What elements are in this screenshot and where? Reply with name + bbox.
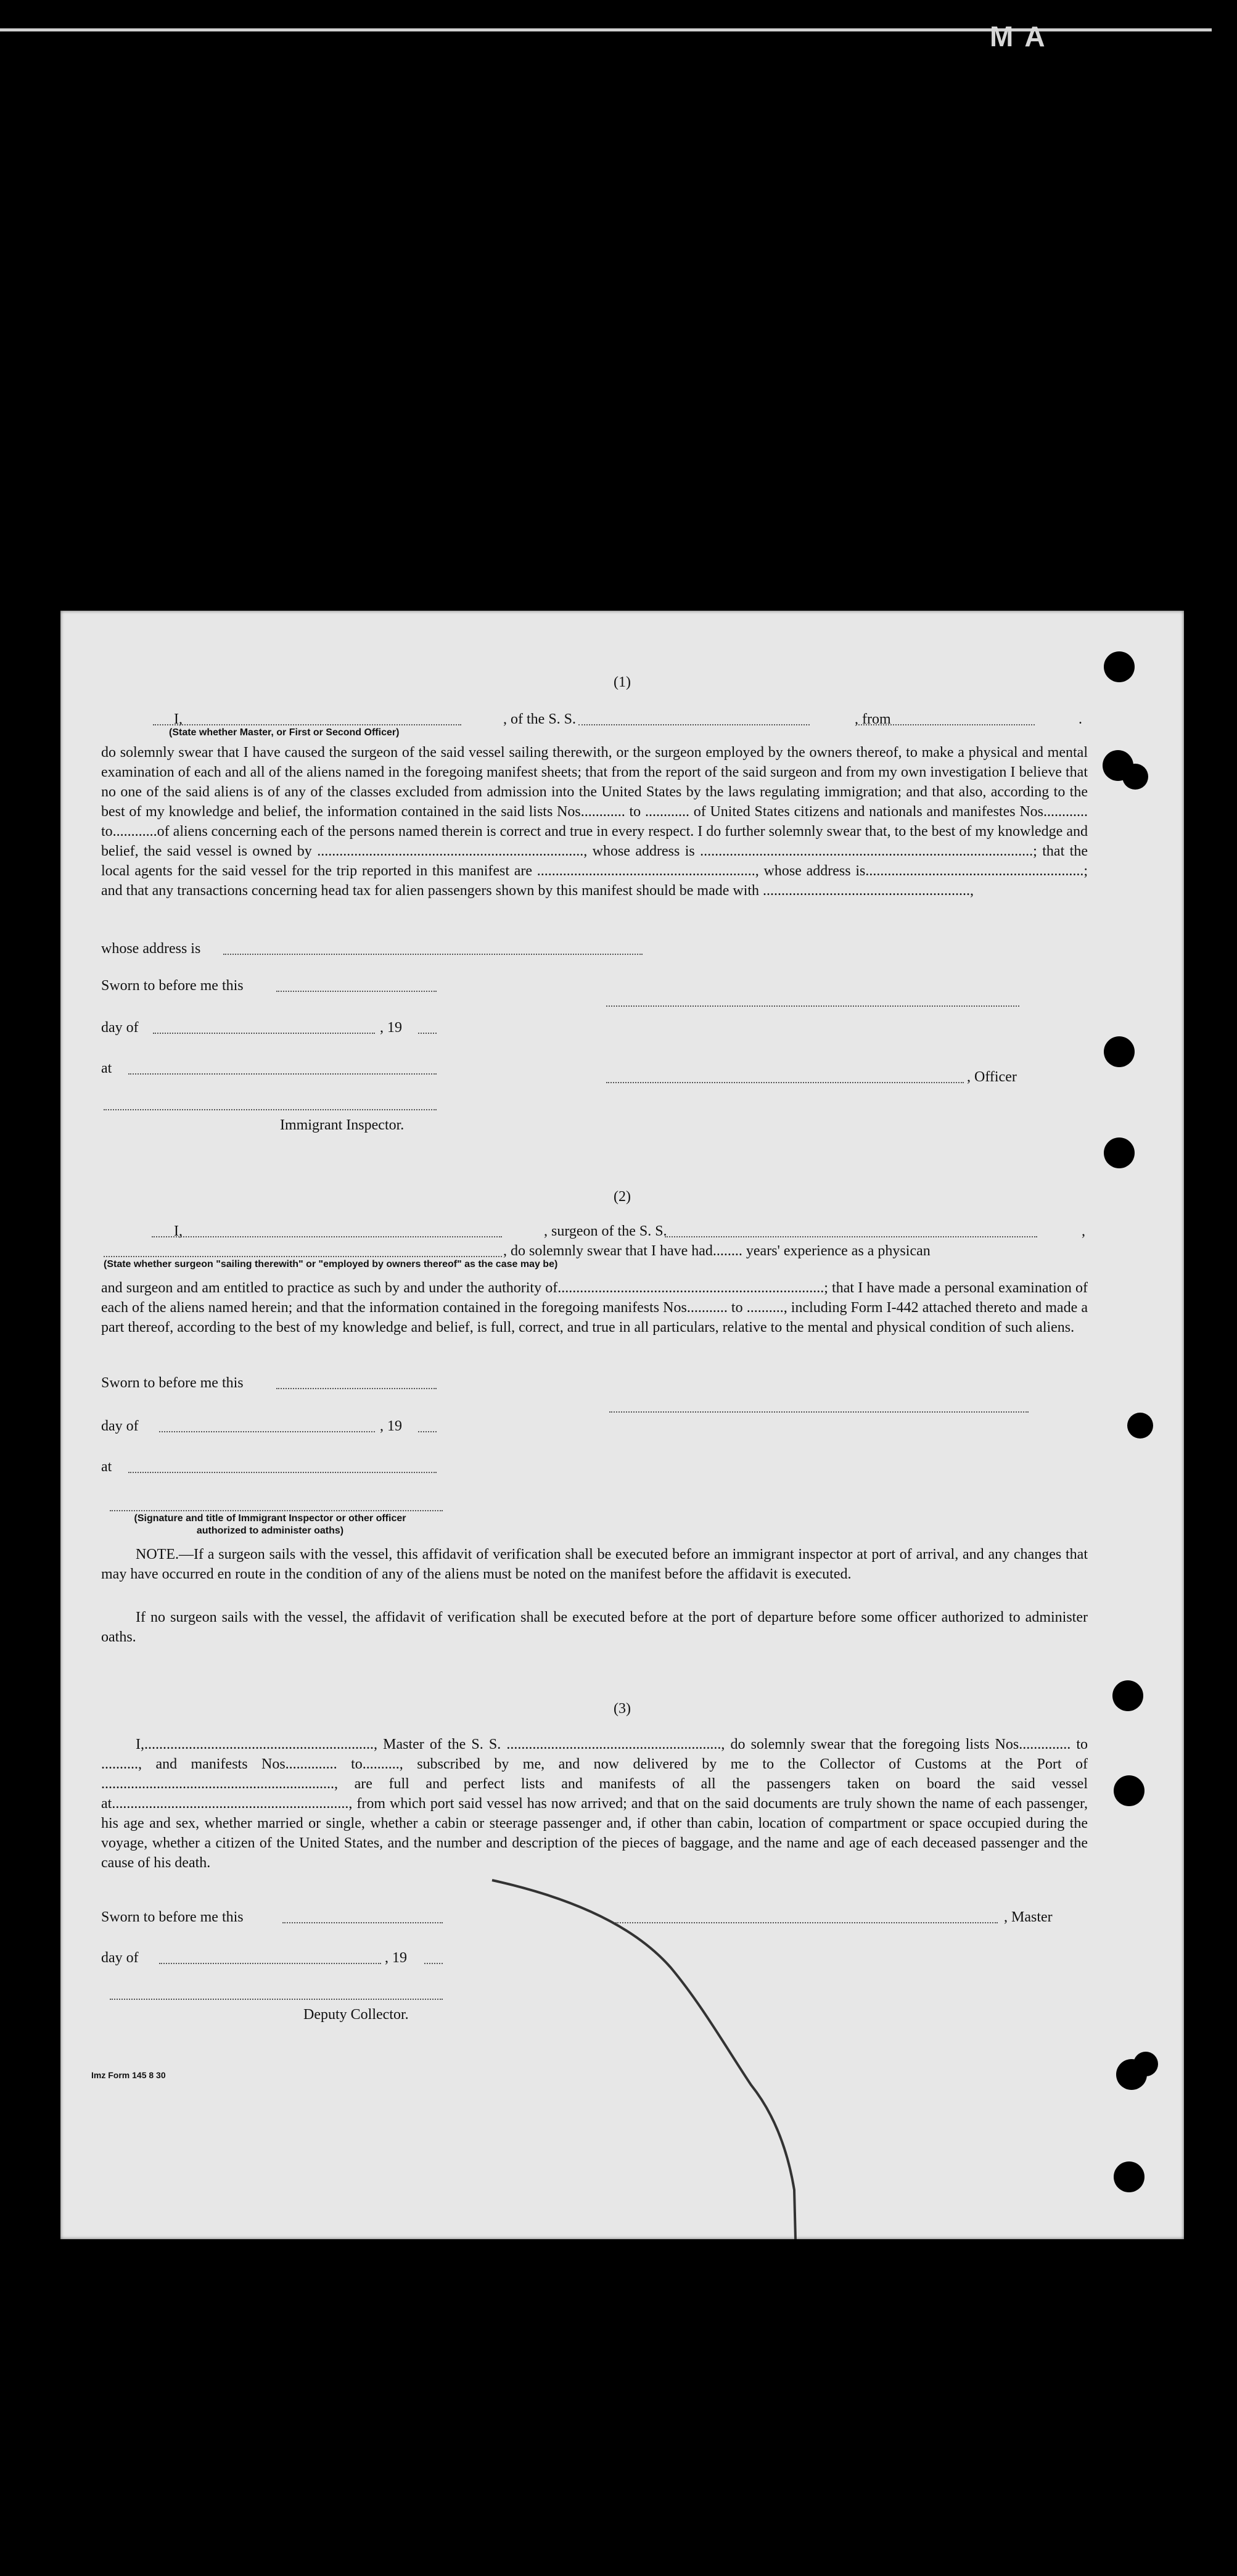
section2-sworn-field[interactable]: [276, 1388, 437, 1389]
corner-mark: MA: [990, 23, 1056, 49]
section2-note-para1: NOTE.—If a surgeon sails with the vessel, this affidavit of verification shall be executed before an immigrant inspector at port of arrival, and any changes that may have occurred en route in the condition of any of the aliens must be noted on the manifest before the affidavit is executed.: [101, 1546, 1088, 1582]
section1-officer-field[interactable]: [606, 1082, 964, 1083]
section3-deputy: Deputy Collector.: [303, 2007, 409, 2023]
section1-day-of: day of: [101, 1020, 139, 1036]
section2-day-field[interactable]: [159, 1431, 375, 1432]
form-page: [60, 611, 1184, 2239]
section3-body: I,.............................................................., Master of the S. S. .........................................................., do solemnly swear that the foregoing lists Nos.............. to .........., and manifests Nos.............. to.........., subscribed by me, and now delivered by me to the Collector of Customs at the Port of ..............................................................., are full and perfect lists and manifests of all the passengers taken on board the said vessel at................................................................, from which port said vessel has now arrived; and that on the said documents are truly shown the name of each passenger, his age and sex, whether married or single, whether a cabin or steerage passenger and, if other than cabin, location of compartment or space occupied during the voyage, whether a citizen of the United States, and the number and description of the pieces of baggage, and the name and age of each deceased passenger and the cause of his death.: [101, 1736, 1088, 1871]
section3-day-of: day of: [101, 1950, 139, 1966]
section1-at-field[interactable]: [128, 1073, 437, 1075]
section2-vessel-field[interactable]: [665, 1236, 1037, 1237]
section2-swear: , do solemnly swear that I have had........ years' experience as a physican: [503, 1243, 931, 1259]
section2-end: ,: [1082, 1223, 1085, 1239]
section3-year-field[interactable]: [424, 1963, 443, 1964]
section1-inspector-sign-field[interactable]: [104, 1109, 437, 1110]
vessel-name-field[interactable]: [578, 724, 810, 725]
section1-I: I,: [174, 711, 183, 727]
section2-inspector-sign-field[interactable]: [110, 1510, 443, 1511]
section2-body: and surgeon and am entitled to practice as such by and under the authority of........................................................................; that I have made a personal examination of each of the aliens named herein; and that the information contained in the foregoing manifests Nos........... to .........., including Form I-442 attached thereto and made a part thereof, according to the best of my knowledge and belief, is full, correct, and true in all particulars, relative to the mental and physical condition of such aliens.: [101, 1280, 1088, 1335]
section2-number: (2): [614, 1189, 631, 1205]
section2-at: at: [101, 1459, 112, 1475]
section3-year: , 19: [385, 1950, 407, 1966]
section1-body: do solemnly swear that I have caused the surgeon of the said vessel sailing therewith, or the surgeon employed by the owners thereof, to make a physical and mental examination of each and all of the aliens named in the foregoing manifest sheets; that from the report of the said surgeon and from my own investigation I believe that no one of the said aliens is of any of the classes excluded from admission into the United States by the laws regulating immigration; and that also, according to the best of my knowledge and belief, the information contained in the said lists Nos............ to ............ of United States citizens and nationals and manifestes Nos............ to............of aliens concerning each of the persons named therein is correct and true in every respect. I do further solemnly swear that, to the best of my knowledge and belief, the said vessel is owned by ........................................................................, whose address is ..........................................................................................; that the local agents for the said vessel for the trip reported in this manifest are ..........................................................., whose address is...........................................................; and that any transactions concerning head tax for alien passengers shown by this manifest should be made with ........................................................,: [101, 745, 1088, 899]
section3-sworn: Sworn to before me this: [101, 1909, 244, 1925]
section2-surgeon-of: , surgeon of the S. S.: [544, 1223, 667, 1239]
section2-I: I,: [174, 1223, 183, 1239]
section1-note: (State whether Master, or First or Second Officer): [169, 727, 400, 738]
section1-from: , from: [855, 711, 891, 727]
form-footer: Imz Form 145 8 30: [91, 2070, 166, 2080]
section3-sworn-field[interactable]: [282, 1922, 443, 1923]
section1-end: .: [1079, 711, 1082, 727]
section2-signature-field[interactable]: [609, 1411, 1029, 1413]
surgeon-status-field[interactable]: [104, 1256, 502, 1257]
section1-sworn-field[interactable]: [276, 991, 437, 992]
section1-of-ss: , of the S. S.: [503, 711, 577, 727]
section1-year-field[interactable]: [418, 1033, 437, 1034]
section1-at: at: [101, 1060, 112, 1076]
section2-signature-note: (Signature and title of Immigrant Inspector or other officer authorized to administer oaths): [134, 1513, 406, 1536]
section3-collector-sign-field[interactable]: [110, 1999, 443, 2000]
from-port-field[interactable]: [856, 724, 1035, 725]
section1-number: (1): [614, 674, 631, 690]
section2-at-field[interactable]: [128, 1472, 437, 1473]
section2-year: , 19: [380, 1418, 402, 1434]
section1-day-field[interactable]: [153, 1033, 375, 1034]
section2-note: (State whether surgeon "sailing therewith" or "employed by owners thereof" as the case may be): [104, 1259, 558, 1269]
master-name-field[interactable]: [153, 724, 461, 725]
section3-day-field[interactable]: [159, 1963, 381, 1964]
section3-number: (3): [614, 1701, 631, 1717]
section1-year: , 19: [380, 1020, 402, 1036]
section3-master-sign-field[interactable]: [615, 1922, 998, 1923]
section1-officer: , Officer: [967, 1069, 1017, 1085]
section2-day-of: day of: [101, 1418, 139, 1434]
section2-note-para2: If no surgeon sails with the vessel, the affidavit of verification shall be executed before at the port of departure before some officer authorized to administer oaths.: [101, 1609, 1088, 1645]
surgeon-name-field[interactable]: [152, 1236, 502, 1237]
section1-signature-field[interactable]: [606, 1005, 1019, 1007]
section2-year-field[interactable]: [418, 1431, 437, 1432]
section1-whose-address: whose address is: [101, 941, 201, 957]
section3-master: , Master: [1004, 1909, 1053, 1925]
section1-inspector: Immigrant Inspector.: [280, 1117, 405, 1133]
section1-sworn: Sworn to before me this: [101, 978, 244, 994]
section2-sworn: Sworn to before me this: [101, 1375, 244, 1391]
section1-address-field[interactable]: [223, 954, 643, 955]
